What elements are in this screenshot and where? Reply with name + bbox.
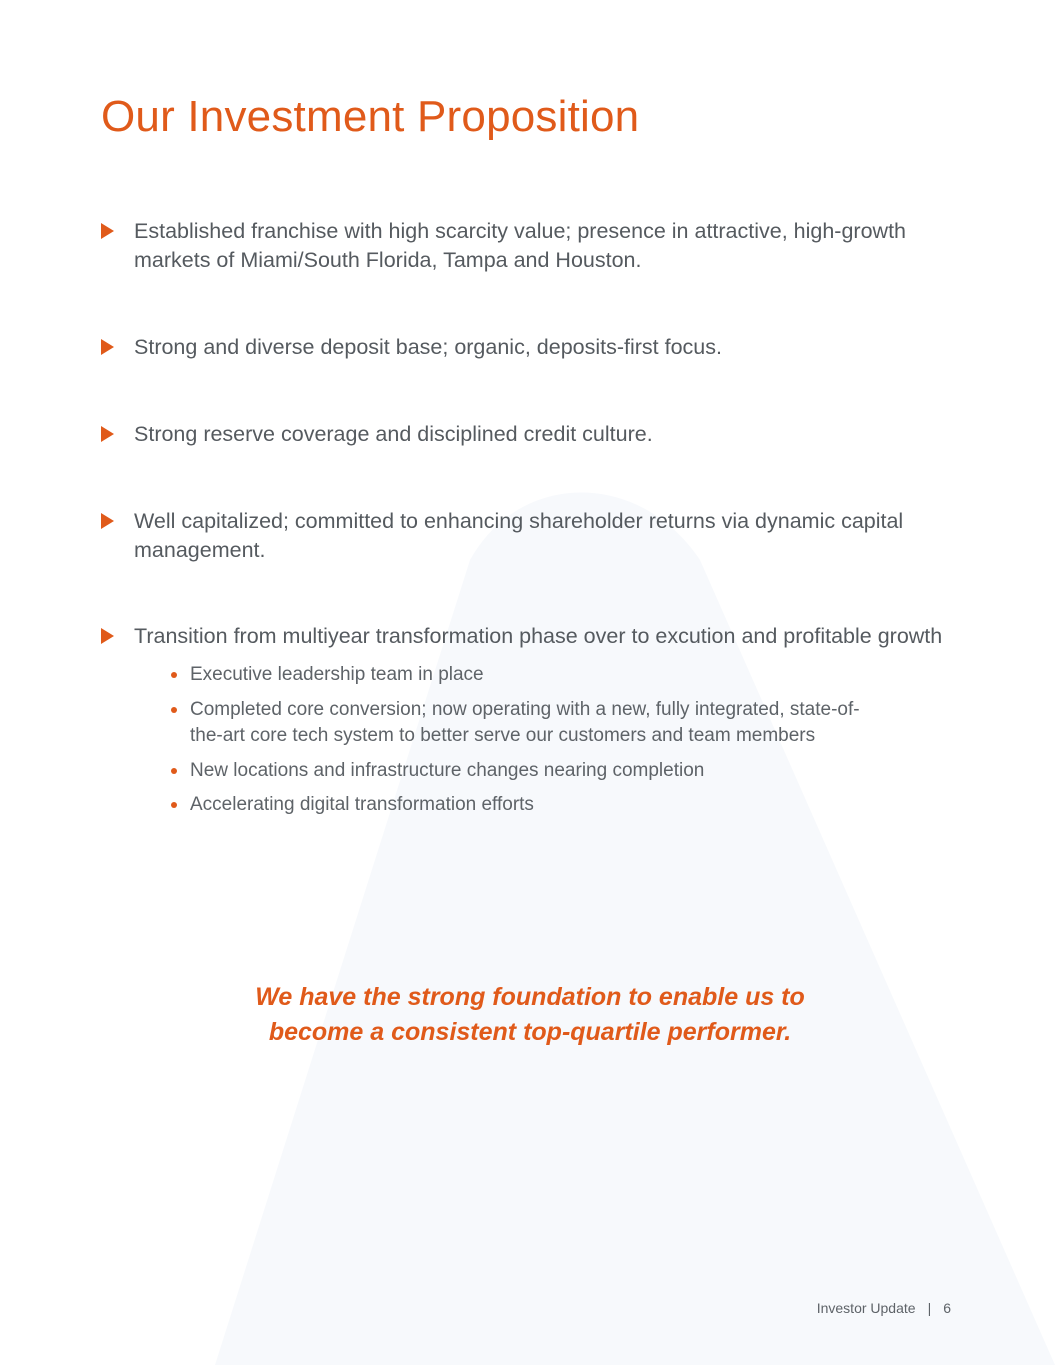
triangle-bullet-icon [101, 628, 114, 644]
triangle-bullet-icon [101, 426, 114, 442]
sub-item-locations [171, 758, 871, 785]
bullet-franchise [101, 217, 961, 275]
dot-bullet-icon [171, 707, 177, 713]
triangle-bullet-icon [101, 223, 114, 239]
tagline-line-2: become a consistent top-quartile performer. [268, 1018, 792, 1046]
dot-bullet-icon [171, 672, 177, 678]
tagline-line-1: We have the strong foundation to enable us to [255, 983, 805, 1011]
bullet-transition [101, 622, 961, 827]
bullet-capitalized [101, 507, 961, 565]
triangle-bullet-icon [101, 513, 114, 529]
sub-item-core-conversion [171, 697, 871, 750]
page-number: 6 [943, 1300, 951, 1316]
sub-item-text: Completed core conversion; now operating with a new, fully integrated, state-of-the-art core tech system to better serve our customers and team members [190, 698, 860, 746]
triangle-bullet-icon [101, 339, 114, 355]
bullet-text: Strong reserve coverage and disciplined credit culture. [134, 422, 653, 446]
bullet-text: Established franchise with high scarcity value; presence in attractive, high-growth markets of Miami/South Florida, Tampa and Houston. [134, 219, 906, 272]
sub-item-text: New locations and infrastructure changes nearing completion [190, 759, 705, 781]
bullet-deposit-base [101, 333, 961, 362]
sub-item-text: Accelerating digital transformation efforts [190, 794, 534, 815]
dot-bullet-icon [171, 768, 177, 774]
closing-tagline [180, 980, 880, 1050]
sub-item-text: Executive leadership team in place [190, 664, 484, 685]
bullet-text: Strong and diverse deposit base; organic, deposits-first focus. [134, 335, 722, 359]
page-title: Our Investment Proposition [101, 92, 640, 141]
footer-separator: | [927, 1300, 932, 1316]
footer-label: Investor Update [816, 1300, 916, 1316]
page-footer [817, 1300, 951, 1316]
bullet-text: Transition from multiyear transformation phase over to excution and profitable growth [134, 624, 943, 648]
sub-item-leadership [171, 662, 871, 689]
bullet-text: Well capitalized; committed to enhancing shareholder returns via dynamic capital management. [134, 509, 904, 562]
dot-bullet-icon [171, 802, 177, 808]
bullet-reserve-coverage [101, 420, 961, 449]
transition-sub-list [171, 662, 871, 819]
sub-item-digital [171, 792, 871, 819]
